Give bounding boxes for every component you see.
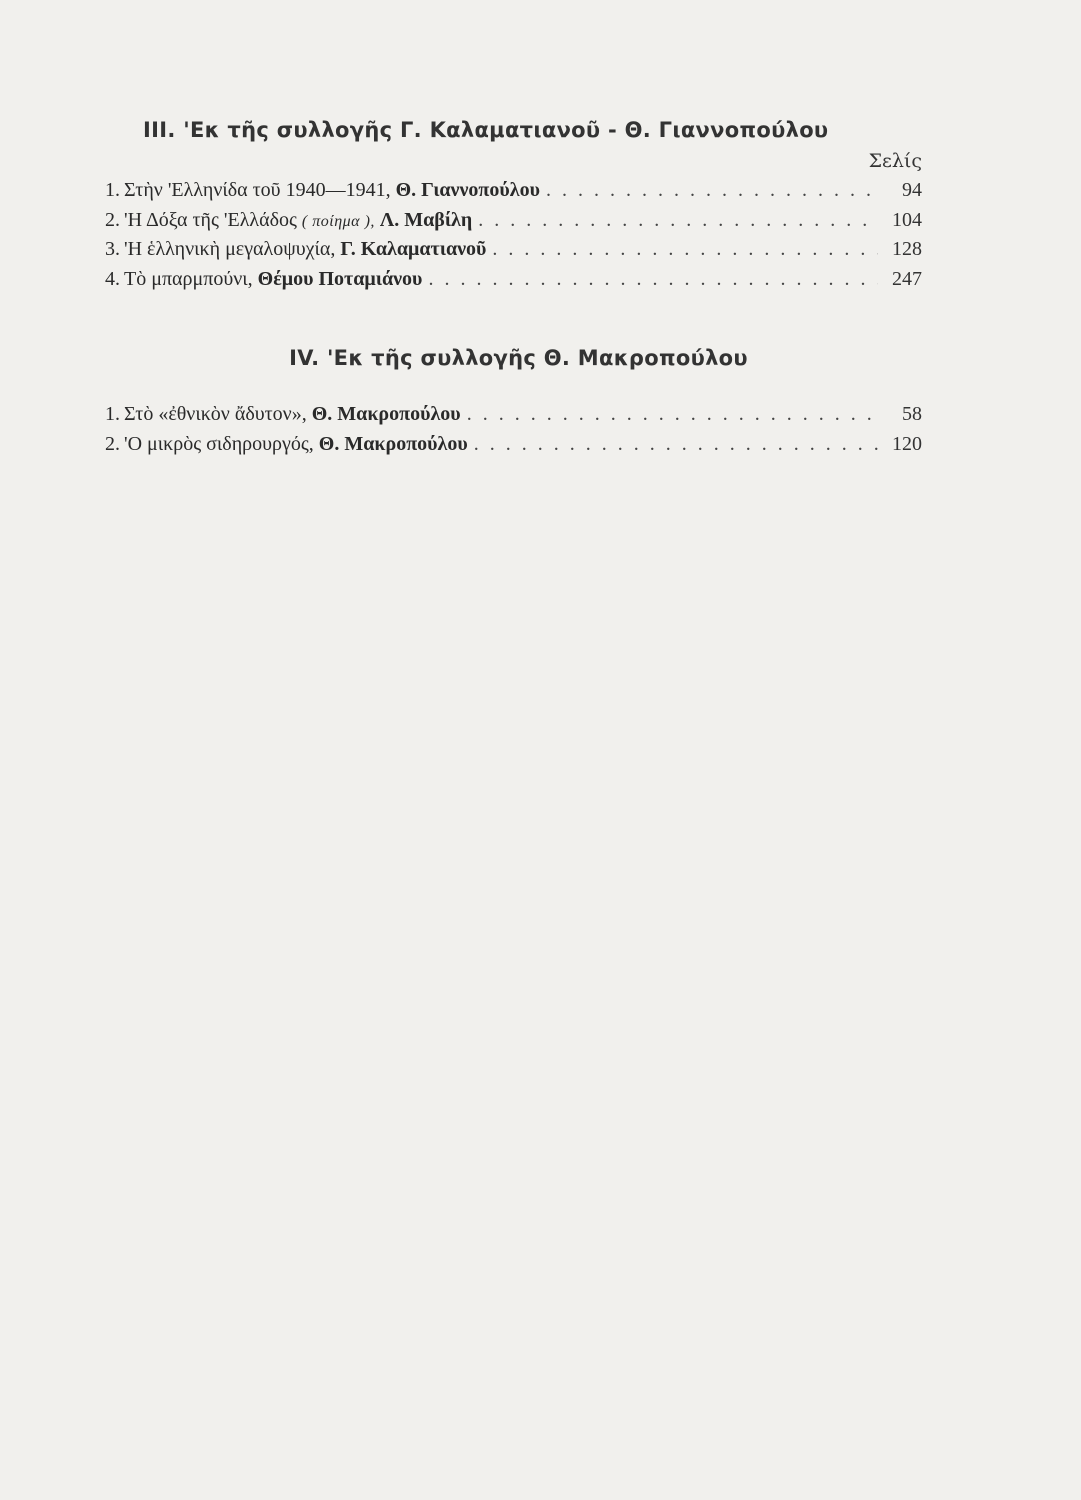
entry-title: 'Η ἑλληνικὴ μεγαλοψυχία,: [124, 238, 336, 260]
entry-author: Λ. Μαβίλη: [379, 208, 473, 231]
entry-page-number: 94: [902, 179, 922, 201]
toc-section-iv: [105, 342, 922, 459]
entry-page-number: 104: [892, 208, 922, 231]
entry-title: Στὸ «ἐθνικὸν ἄδυτον»,: [124, 403, 307, 425]
entry-number: 2.: [105, 208, 120, 231]
toc-list: [105, 176, 922, 294]
toc-entry: [105, 206, 922, 236]
entry-title-group: [124, 265, 422, 295]
entry-author: Θ. Μακροπούλου: [311, 403, 461, 425]
entry-number: 3.: [105, 238, 120, 260]
entry-title: 'Η Δόξα τῆς 'Ελλάδος: [124, 208, 297, 231]
dot-leader: [492, 235, 878, 265]
entry-author: Θέμου Ποταμιάνου: [257, 267, 423, 290]
entry-title-group: [124, 176, 540, 206]
entry-number: 1.: [105, 403, 120, 425]
dot-leader: [474, 430, 878, 460]
entry-title: Στὴν 'Ελληνίδα τοῦ 1940—1941,: [124, 179, 391, 201]
entry-author: Γ. Καλαματιανοῦ: [340, 238, 487, 260]
entry-number: 2.: [105, 432, 120, 455]
toc-entry: [105, 430, 922, 460]
toc-entry: [105, 400, 922, 430]
entry-title-group: [124, 430, 468, 460]
dot-leader: [428, 265, 878, 295]
entry-title: Τὸ μπαρμπούνι,: [124, 267, 253, 290]
entry-page-number: 247: [892, 267, 922, 290]
entry-title-group: [124, 206, 472, 237]
entry-author: Θ. Μακροπούλου: [318, 432, 468, 455]
section-heading: III. 'Εκ τῆς συλλογῆς Γ. Καλαματιανοῦ - Θ. Γιαννοπούλου: [143, 118, 829, 142]
dot-leader: [478, 206, 878, 236]
toc-entry: [105, 176, 922, 206]
entry-note: ( ποίημα ),: [301, 212, 375, 230]
section-heading: IV. 'Εκ τῆς συλλογῆς Θ. Μακροπούλου: [289, 346, 748, 370]
dot-leader: [546, 176, 878, 206]
pages-column-header: Σελίς: [868, 150, 922, 172]
entry-page-number: 120: [892, 432, 922, 455]
toc-entry: [105, 235, 922, 265]
entry-title-group: [124, 235, 486, 265]
dot-leader: [467, 400, 878, 430]
entry-page-number: 128: [892, 238, 922, 260]
entry-author: Θ. Γιαννοπούλου: [395, 179, 540, 201]
toc-entry: [105, 265, 922, 295]
entry-page-number: 58: [902, 403, 922, 425]
toc-section-iii: [105, 114, 922, 294]
entry-number: 1.: [105, 179, 120, 201]
toc-list: [105, 400, 922, 459]
entry-number: 4.: [105, 267, 120, 290]
entry-title-group: [124, 400, 461, 430]
entry-title: 'Ο μικρὸς σιδηρουργός,: [124, 432, 314, 455]
